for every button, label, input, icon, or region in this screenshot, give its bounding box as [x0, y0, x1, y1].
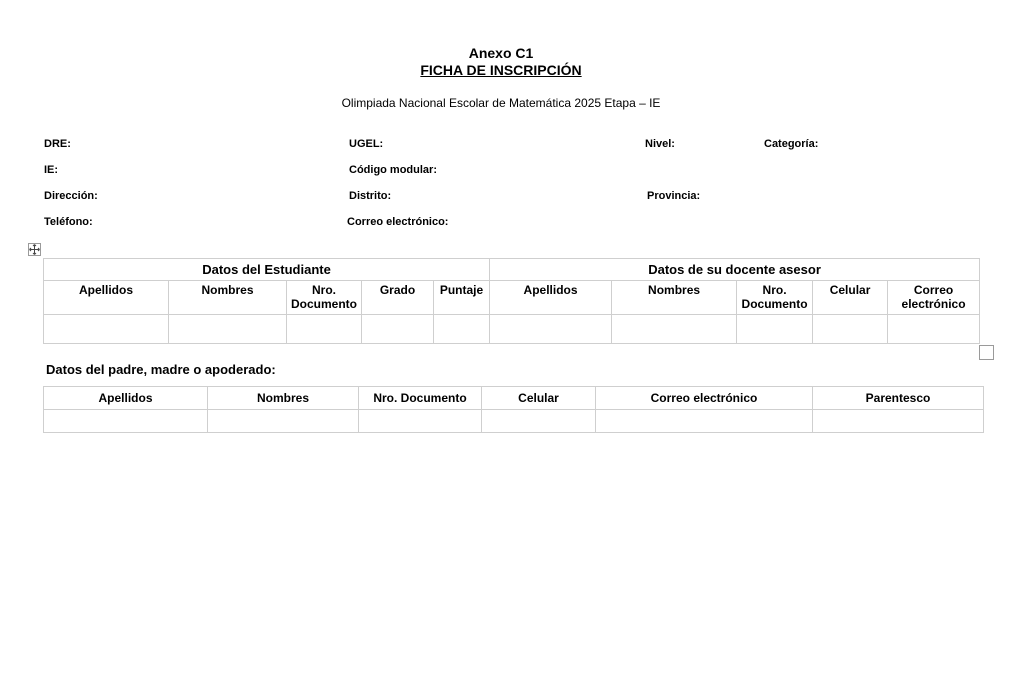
- table-cell[interactable]: [169, 315, 287, 344]
- student-col-grado: Grado: [362, 281, 434, 315]
- field-dre: DRE:: [44, 138, 71, 150]
- teacher-col-documento: Nro. Documento: [737, 281, 813, 315]
- student-col-apellidos: Apellidos: [44, 281, 169, 315]
- teacher-col-apellidos: Apellidos: [490, 281, 612, 315]
- move-arrows-icon: [29, 244, 40, 255]
- parent-col-correo: Correo electrónico: [596, 387, 813, 410]
- field-correo: Correo electrónico:: [347, 216, 449, 228]
- table-cell[interactable]: [737, 315, 813, 344]
- parent-col-nombres: Nombres: [208, 387, 359, 410]
- table-cell[interactable]: [44, 410, 208, 433]
- field-ie: IE:: [44, 164, 59, 176]
- parents-section-label: Datos del padre, madre o apoderado:: [46, 362, 276, 377]
- table-row: [44, 315, 980, 344]
- field-provincia: Provincia:: [647, 190, 701, 202]
- teacher-col-correo: Correo electrónico: [888, 281, 980, 315]
- student-group-header: Datos del Estudiante: [44, 259, 490, 281]
- table-cell[interactable]: [287, 315, 362, 344]
- field-ugel: UGEL:: [349, 138, 384, 150]
- student-teacher-table: [43, 258, 980, 344]
- teacher-group-header: Datos de su docente asesor: [490, 259, 980, 281]
- field-telefono: Teléfono:: [44, 216, 93, 228]
- table-cell[interactable]: [482, 410, 596, 433]
- parent-col-documento: Nro. Documento: [359, 387, 482, 410]
- student-col-puntaje: Puntaje: [434, 281, 490, 315]
- table-move-handle-icon[interactable]: [28, 243, 41, 256]
- student-col-documento: Nro. Documento: [287, 281, 362, 315]
- field-direccion: Dirección:: [44, 190, 98, 202]
- table-cell[interactable]: [359, 410, 482, 433]
- teacher-col-nombres: Nombres: [612, 281, 737, 315]
- parents-table: [43, 386, 984, 433]
- table-row: [44, 410, 984, 433]
- table-cell[interactable]: [44, 315, 169, 344]
- table-cell[interactable]: [813, 410, 984, 433]
- field-nivel: Nivel:: [645, 138, 675, 150]
- table-cell[interactable]: [888, 315, 980, 344]
- form-title: FICHA DE INSCRIPCIÓN: [420, 62, 582, 78]
- table-cell[interactable]: [813, 315, 888, 344]
- table-cell[interactable]: [434, 315, 490, 344]
- student-col-nombres: Nombres: [169, 281, 287, 315]
- table-cell[interactable]: [362, 315, 434, 344]
- field-codigo-modular: Código modular:: [349, 164, 437, 176]
- table-cell[interactable]: [208, 410, 359, 433]
- table-cell[interactable]: [612, 315, 737, 344]
- field-distrito: Distrito:: [349, 190, 392, 202]
- field-categoria: Categoría:: [764, 138, 819, 150]
- table-cell[interactable]: [490, 315, 612, 344]
- teacher-col-celular: Celular: [813, 281, 888, 315]
- parent-col-parentesco: Parentesco: [813, 387, 984, 410]
- parent-col-celular: Celular: [482, 387, 596, 410]
- annex-title: Anexo C1: [468, 45, 534, 61]
- parent-col-apellidos: Apellidos: [44, 387, 208, 410]
- form-subtitle: Olimpiada Nacional Escolar de Matemática 2025 Etapa – IE: [341, 96, 661, 110]
- table-resize-handle[interactable]: [979, 345, 994, 360]
- table-cell[interactable]: [596, 410, 813, 433]
